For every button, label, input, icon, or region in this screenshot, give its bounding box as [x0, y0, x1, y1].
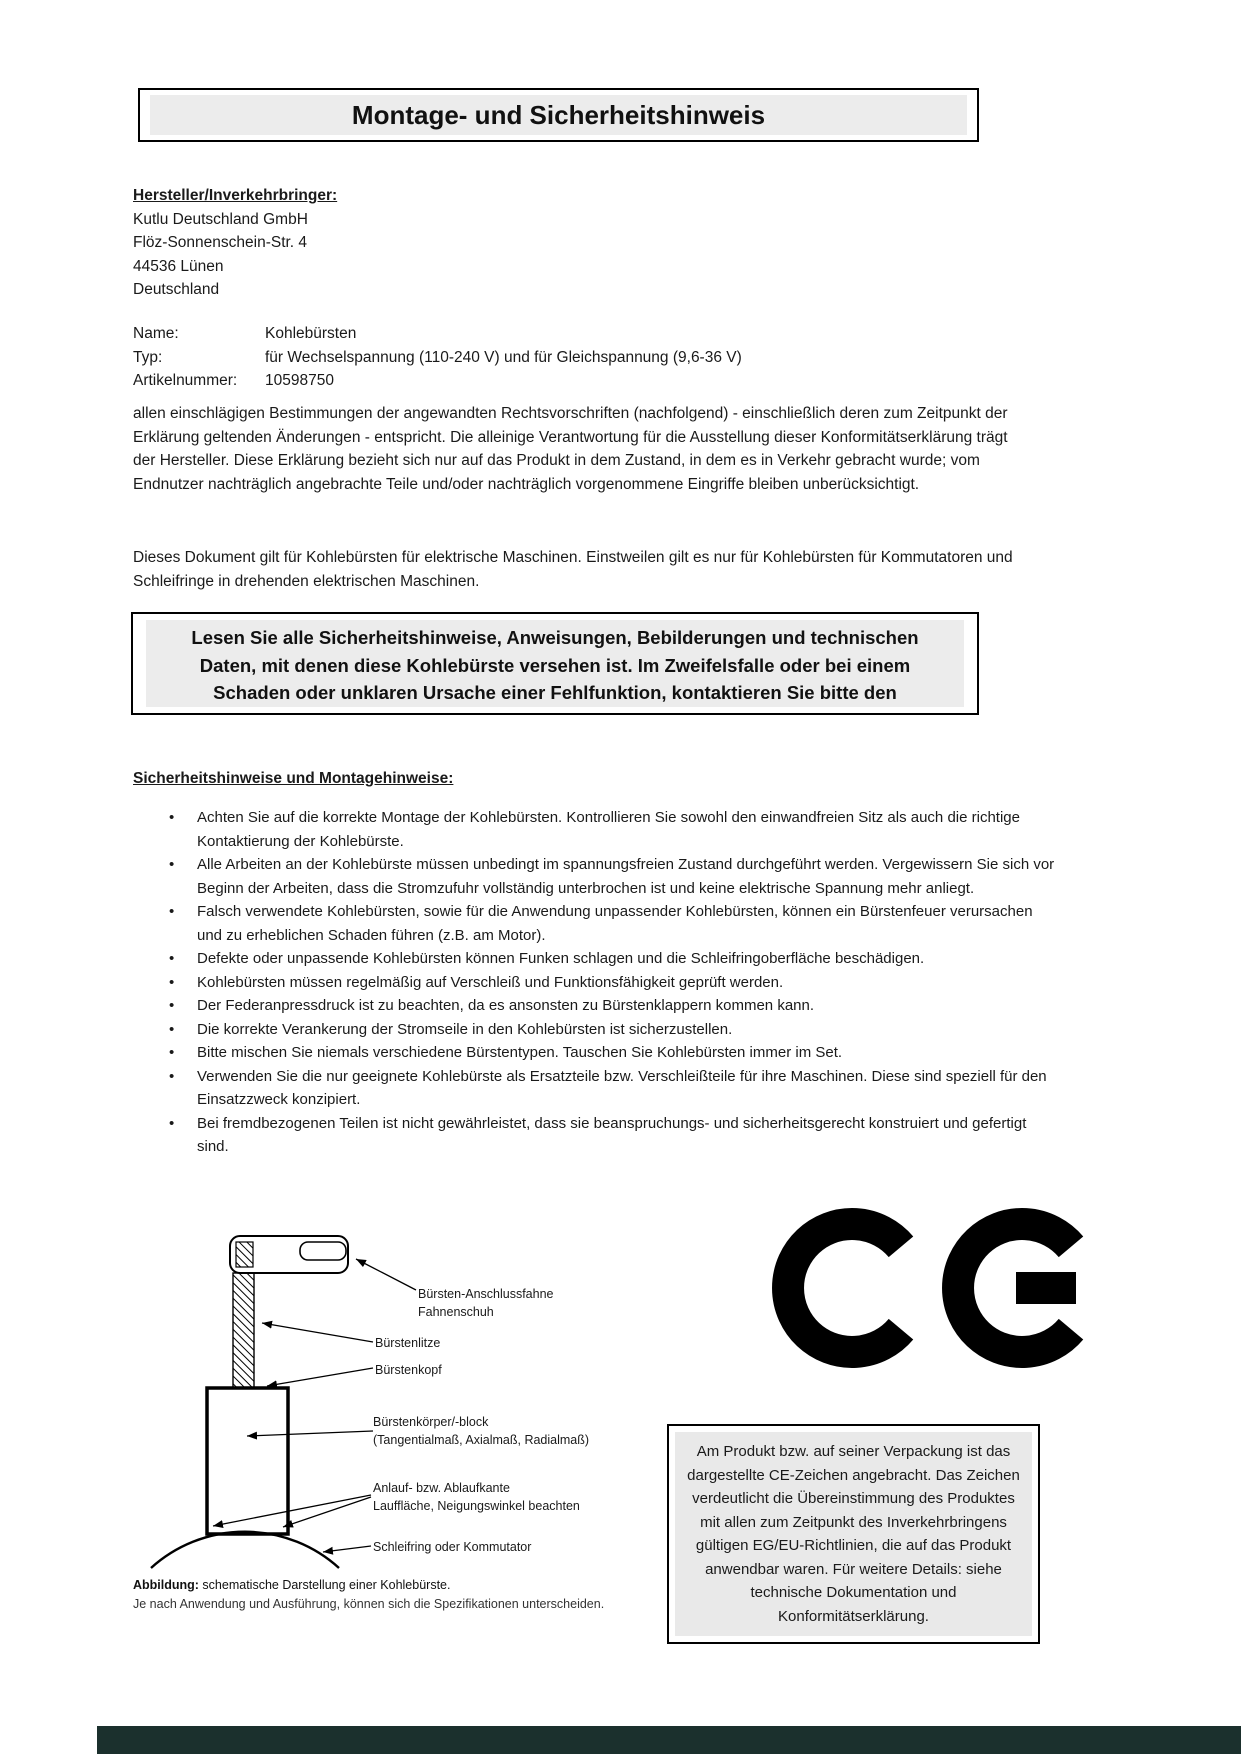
manufacturer-line: Deutschland: [133, 281, 220, 298]
field-value: für Wechselspannung (110-240 V) und für Gleichspannung (9,6-36 V): [265, 348, 742, 366]
ce-info-text: Am Produkt bzw. auf seiner Verpackung ist das dargestellte CE-Zeichen angebracht. Das Zeichen verdeutlicht die Übereinstimmung des Produktes mit allen zum Zeitpunkt des Inverkehrbringens gültigen EG/EU-Richtlinien, die auf das Produkt anwendbar waren. Für weitere Details: siehe technische Dokumentation und Konformitätserklärung.: [675, 1432, 1032, 1636]
ce-mark-logo: [772, 1203, 1102, 1373]
page-title: Montage- und Sicherheitshinweis: [150, 95, 967, 135]
caption-lead: Abbildung:: [133, 1578, 199, 1592]
safety-bullet-list: [133, 806, 1063, 1159]
brush-body: [207, 1388, 288, 1534]
bullet-item: • Bei fremdbezogenen Teilen ist nicht gewährleistet, dass sie beanspruchungs- und sicherheitsgerecht konstruiert und gefertigt sind.: [133, 1112, 1063, 1159]
label-kante: Anlauf- bzw. Ablaufkante Lauffläche, Neigungswinkel beachten: [373, 1481, 580, 1513]
bullet-item: • Alle Arbeiten an der Kohlebürste müssen unbedingt im spannungsfreien Zustand durchgeführt werden. Vergewissern Sie sich vor Beginn der Arbeiten, dass die Stromzufuhr vollständig unterbrochen ist und keine elektrische Spannung mehr anliegt.: [133, 853, 1063, 900]
caption-line2: Je nach Anwendung und Ausführung, können sich die Spezifikationen unterscheiden.: [133, 1597, 605, 1611]
product-row: [133, 346, 742, 370]
bullet-item: • Verwenden Sie die nur geeignete Kohlebürste als Ersatzteile bzw. Verschleißteile für ihre Maschinen. Diese sind speziell für den Einsatzzweck konzipiert.: [133, 1065, 1063, 1112]
bullet-item: • Falsch verwendete Kohlebürsten, sowie für die Anwendung unpassender Kohlebürsten, können ein Bürstenfeuer verursachen und zu erheblichen Schaden führen (z.B. am Motor).: [133, 900, 1063, 947]
safety-heading: Sicherheitshinweise und Montagehinweise:: [133, 770, 454, 787]
field-label: Typ:: [133, 348, 163, 366]
label-schleifring: Schleifring oder Kommutator: [373, 1540, 532, 1554]
product-fields: [133, 322, 742, 393]
manufacturer-line: Kutlu Deutschland GmbH: [133, 210, 308, 228]
caption-text: schematische Darstellung einer Kohlebürste.: [198, 1578, 451, 1592]
title-box: [138, 88, 979, 142]
ce-info-box: [667, 1424, 1040, 1644]
brush-diagram: [133, 1230, 613, 1580]
terminal-slot: [300, 1242, 346, 1260]
declaration-paragraph: allen einschlägigen Bestimmungen der angewandten Rechtsvorschriften (nachfolgend) - einschließlich deren zum Zeitpunkt der Erklärung geltenden Änderungen - entspricht. Die alleinige Verantwortung für die Ausstellung dieser Konformitätserklärung trägt der Hersteller. Diese Erklärung bezieht sich nur auf das Produkt in dem Zustand, in dem es in Verkehr gebracht wurde; vom Endnutzer nachträglich angebrachte Teile und/oder nachträglich vorgenommene Eingriffe bleiben unberücksichtigt.: [133, 405, 1008, 493]
ce-letter-e-bar: [1016, 1272, 1076, 1304]
bullet-item: • Der Federanpressdruck ist zu beachten, da es ansonsten zu Bürstenklappern kommen kann.: [133, 994, 1063, 1018]
scope-paragraph: Dieses Dokument gilt für Kohlebürsten für elektrische Maschinen. Einstweilen gilt es nur für Kohlebürsten für Kommutatoren und Schleifringe in drehenden elektrischen Maschinen.: [133, 549, 1013, 590]
product-row: [133, 322, 742, 346]
manufacturer-heading: Hersteller/Inverkehrbringer:: [133, 187, 338, 204]
bullet-item: • Kohlebürsten müssen regelmäßig auf Verschleiß und Funktionsfähigkeit geprüft werden.: [133, 971, 1063, 995]
warning-text: Lesen Sie alle Sicherheitshinweise, Anweisungen, Bebilderungen und technischen Daten, mit denen diese Kohlebürste versehen ist. Im Zweifelsfalle oder bei einem Schaden oder unklaren Ursache einer Fehlfunktion, kontaktieren Sie bitte den: [146, 620, 964, 707]
bottom-page-bar: [97, 1726, 1241, 1754]
diagram-caption: [133, 1576, 604, 1614]
bullet-item: • Achten Sie auf die korrekte Montage der Kohlebürsten. Kontrollieren Sie sowohl den einwandfreien Sitz als auch die richtige Kontaktierung der Kohlebürste.: [133, 806, 1063, 853]
bullet-item: • Bitte mischen Sie niemals verschiedene Bürstentypen. Tauschen Sie Kohlebürsten immer im Set.: [133, 1041, 1063, 1065]
label-terminal: Bürsten-Anschlussfahne Fahnenschuh: [418, 1287, 554, 1319]
label-litze: Bürstenlitze: [375, 1336, 441, 1350]
label-kopf: Bürstenkopf: [375, 1363, 442, 1377]
field-value: 10598750: [265, 372, 334, 389]
bullet-item: • Defekte oder unpassende Kohlebürsten können Funken schlagen und die Schleifringoberfläche beschädigen.: [133, 947, 1063, 971]
slip-ring-arc: [151, 1532, 339, 1568]
manufacturer-block: [133, 184, 337, 302]
field-label: Artikelnummer:: [133, 372, 238, 389]
label-koerper: Bürstenkörper/-block (Tangentialmaß, Axialmaß, Radialmaß): [373, 1415, 590, 1447]
warning-box: [131, 612, 979, 715]
manufacturer-line: Flöz-Sonnenschein-Str. 4: [133, 234, 308, 251]
ce-letter-c: [788, 1224, 901, 1352]
manufacturer-line: 44536 Lünen: [133, 257, 224, 275]
brush-litze-top: [236, 1242, 253, 1267]
field-label: Name:: [133, 325, 179, 342]
bullet-item: • Die korrekte Verankerung der Stromseile in den Kohlebürsten ist sicherzustellen.: [133, 1018, 1063, 1042]
brush-litze-bar: [233, 1273, 254, 1388]
product-row: [133, 369, 742, 393]
field-value: Kohlebürsten: [265, 325, 357, 342]
